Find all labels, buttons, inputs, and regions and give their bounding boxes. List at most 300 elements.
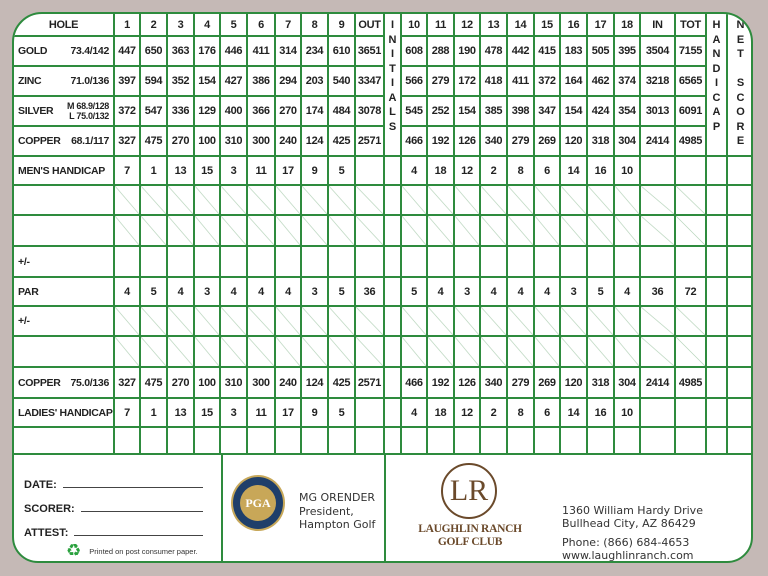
score-entry-cell[interactable]: [588, 186, 615, 216]
score-entry-cell[interactable]: [535, 216, 561, 247]
player-name-cell[interactable]: +/-: [14, 247, 115, 278]
hole-number: 5: [221, 14, 248, 37]
address-line-1: 1360 William Hardy Drive: [562, 504, 703, 517]
in-value: 2414: [641, 368, 676, 399]
score-entry-cell[interactable]: [588, 247, 615, 278]
initials-cell[interactable]: [385, 399, 402, 428]
score-entry-cell[interactable]: [561, 186, 588, 216]
handicap-cell[interactable]: [707, 307, 728, 337]
hole-value: 294: [276, 67, 302, 97]
hole-value: 16: [588, 157, 615, 186]
hole-number: 12: [455, 14, 481, 37]
score-entry-cell[interactable]: [168, 337, 195, 368]
hole-value: 7: [115, 157, 141, 186]
score-entry-cell[interactable]: [115, 216, 141, 247]
hole-value: 164: [561, 67, 588, 97]
initials-cell[interactable]: [385, 307, 402, 337]
score-entry-cell[interactable]: [329, 337, 356, 368]
hole-value: 5: [588, 278, 615, 307]
hole-value: 13: [168, 399, 195, 428]
net-score-cell[interactable]: [728, 337, 753, 368]
score-entry-cell[interactable]: [641, 337, 676, 368]
score-entry-cell[interactable]: [356, 428, 385, 455]
club-contact: [562, 504, 703, 562]
score-entry-cell[interactable]: [402, 186, 428, 216]
score-entry-cell[interactable]: [276, 307, 302, 337]
score-entry-cell[interactable]: [141, 186, 168, 216]
hole-value: 5: [402, 278, 428, 307]
handicap-cell[interactable]: [707, 368, 728, 399]
recycle-icon: ♻: [66, 541, 82, 560]
score-entry-cell[interactable]: [248, 216, 276, 247]
row-label-text: LADIES' HANDICAP: [18, 406, 113, 419]
vertical-letter: T: [737, 48, 744, 60]
score-entry-cell[interactable]: [615, 247, 641, 278]
signature-section: [14, 455, 223, 563]
score-entry-cell[interactable]: [676, 186, 707, 216]
hole-value: 5: [141, 278, 168, 307]
score-entry-cell[interactable]: [676, 307, 707, 337]
score-entry-cell[interactable]: [402, 337, 428, 368]
score-entry-cell[interactable]: [615, 216, 641, 247]
hole-value: 372: [535, 67, 561, 97]
scorer-field[interactable]: [24, 491, 221, 515]
initials-cell[interactable]: [385, 186, 402, 216]
score-entry-cell[interactable]: [302, 337, 329, 368]
tee-zinc-label: [14, 67, 115, 97]
score-entry-cell[interactable]: [615, 307, 641, 337]
hole-value: 4: [402, 157, 428, 186]
hole-value: 129: [195, 97, 221, 127]
net-score-cell[interactable]: [728, 247, 753, 278]
pga-officer: [299, 491, 375, 532]
score-entry-cell[interactable]: [535, 307, 561, 337]
hole-value: 126: [455, 368, 481, 399]
hole-value: 540: [329, 67, 356, 97]
vertical-letter: H: [712, 19, 721, 31]
hole-value: 172: [455, 67, 481, 97]
score-entry-cell[interactable]: [428, 186, 455, 216]
player-name-cell[interactable]: [14, 186, 115, 216]
score-entry-cell[interactable]: [561, 307, 588, 337]
hole-value: 4: [221, 278, 248, 307]
hole-value: 3: [195, 278, 221, 307]
score-entry-cell[interactable]: [676, 428, 707, 455]
club-section: [386, 455, 753, 563]
vertical-letter: T: [389, 62, 396, 75]
out-value: 3347: [356, 67, 385, 97]
hole-value: 1: [141, 157, 168, 186]
hole-number: 3: [168, 14, 195, 37]
score-entry-cell[interactable]: [508, 186, 535, 216]
score-entry-cell[interactable]: [588, 307, 615, 337]
out-value: 2571: [356, 127, 385, 157]
handicap-cell[interactable]: [707, 428, 728, 455]
player-name-cell[interactable]: [14, 337, 115, 368]
score-entry-cell[interactable]: [195, 247, 221, 278]
hole-value: 608: [402, 37, 428, 67]
initials-cell[interactable]: [385, 368, 402, 399]
hole-number: 14: [508, 14, 535, 37]
score-entry-cell[interactable]: [248, 186, 276, 216]
score-entry-cell[interactable]: [676, 247, 707, 278]
score-entry-cell[interactable]: [276, 247, 302, 278]
score-entry-cell[interactable]: [561, 247, 588, 278]
hole-number: 18: [615, 14, 641, 37]
score-entry-cell[interactable]: [561, 428, 588, 455]
vertical-letter: L: [389, 106, 396, 118]
vertical-letter: I: [714, 77, 719, 89]
hole-value: 269: [535, 368, 561, 399]
initials-cell[interactable]: [385, 337, 402, 368]
hole-value: 252: [428, 97, 455, 127]
score-entry-cell[interactable]: [641, 307, 676, 337]
rating-men: M 68.9/128: [66, 101, 109, 111]
score-entry-cell[interactable]: [641, 428, 676, 455]
score-entry-cell[interactable]: [481, 307, 508, 337]
score-entry-cell[interactable]: [115, 337, 141, 368]
score-entry-cell[interactable]: [428, 337, 455, 368]
score-entry-cell[interactable]: [276, 216, 302, 247]
score-entry-cell[interactable]: [428, 428, 455, 455]
score-entry-cell[interactable]: [329, 186, 356, 216]
vertical-letter: R: [736, 120, 745, 133]
score-entry-cell[interactable]: [455, 216, 481, 247]
score-entry-cell[interactable]: [248, 337, 276, 368]
score-entry-cell[interactable]: [115, 186, 141, 216]
handicap-cell[interactable]: [707, 247, 728, 278]
date-field[interactable]: [24, 467, 221, 491]
course-rating: 73.4/142: [70, 45, 109, 57]
hole-value: 447: [115, 37, 141, 67]
score-entry-cell[interactable]: [329, 428, 356, 455]
handicap-cell[interactable]: [707, 186, 728, 216]
score-entry-cell[interactable]: [195, 428, 221, 455]
score-entry-cell[interactable]: [115, 247, 141, 278]
hole-value: 594: [141, 67, 168, 97]
hole-value: 3: [302, 278, 329, 307]
score-entry-cell[interactable]: [302, 247, 329, 278]
score-entry-cell[interactable]: [195, 337, 221, 368]
handicap-header: [707, 14, 728, 157]
score-entry-cell[interactable]: [141, 428, 168, 455]
score-entry-cell[interactable]: [302, 216, 329, 247]
tot-value: 72: [676, 278, 707, 307]
score-entry-cell[interactable]: [535, 337, 561, 368]
tot-value: 4985: [676, 368, 707, 399]
score-entry-cell[interactable]: [329, 307, 356, 337]
tee-silver-label: [14, 97, 115, 127]
hole-number: 16: [561, 14, 588, 37]
hole-value: 400: [221, 97, 248, 127]
hole-number: 10: [402, 14, 428, 37]
score-entry-cell[interactable]: [276, 428, 302, 455]
in-value: [641, 399, 676, 428]
tot-value: [676, 157, 707, 186]
score-entry-cell[interactable]: [402, 428, 428, 455]
hole-value: 395: [615, 37, 641, 67]
hole-value: 5: [329, 399, 356, 428]
score-entry-cell[interactable]: [276, 337, 302, 368]
score-entry-cell[interactable]: [195, 216, 221, 247]
hole-value: 385: [481, 97, 508, 127]
pga-title-1: President,: [299, 504, 354, 518]
score-entry-cell[interactable]: [641, 216, 676, 247]
score-entry-cell[interactable]: [276, 186, 302, 216]
ladies-handicap-label: [14, 399, 115, 428]
initials-cell[interactable]: [385, 428, 402, 455]
tot-value: 6565: [676, 67, 707, 97]
in-value: 36: [641, 278, 676, 307]
hole-value: 15: [195, 399, 221, 428]
score-entry-cell[interactable]: [221, 337, 248, 368]
hole-value: 18: [428, 399, 455, 428]
hole-value: 14: [561, 399, 588, 428]
score-entry-cell[interactable]: [481, 428, 508, 455]
hole-number: 15: [535, 14, 561, 37]
score-entry-cell[interactable]: [141, 337, 168, 368]
score-entry-cell[interactable]: [615, 186, 641, 216]
scorer-line[interactable]: [81, 511, 203, 512]
hole-value: 4: [248, 278, 276, 307]
score-entry-cell[interactable]: [508, 307, 535, 337]
score-entry-cell[interactable]: [356, 247, 385, 278]
hole-value: 425: [329, 127, 356, 157]
score-entry-cell[interactable]: [641, 186, 676, 216]
score-entry-cell[interactable]: [535, 247, 561, 278]
hole-number: 9: [329, 14, 356, 37]
score-entry-cell[interactable]: [676, 216, 707, 247]
row-label-text: COPPER: [18, 135, 61, 147]
vertical-letter: P: [712, 120, 721, 133]
score-entry-cell[interactable]: [141, 216, 168, 247]
hole-value: 4: [615, 278, 641, 307]
address-line-2: Bullhead City, AZ 86429: [562, 517, 696, 530]
player-name-cell[interactable]: +/-: [14, 307, 115, 337]
vertical-letter: I: [390, 48, 395, 60]
net-score-cell[interactable]: [728, 428, 753, 455]
in-value: 3504: [641, 37, 676, 67]
hole-value: 347: [535, 97, 561, 127]
score-entry-cell[interactable]: [676, 337, 707, 368]
score-entry-cell[interactable]: [195, 307, 221, 337]
net-score-cell[interactable]: [728, 186, 753, 216]
hole-number: 4: [195, 14, 221, 37]
hole-value: 8: [508, 399, 535, 428]
net-score-cell[interactable]: [728, 368, 753, 399]
hole-value: 4: [535, 278, 561, 307]
score-entry-cell[interactable]: [329, 247, 356, 278]
hole-value: 327: [115, 127, 141, 157]
mens-handicap-label: [14, 157, 115, 186]
score-entry-cell[interactable]: [508, 428, 535, 455]
score-entry-cell[interactable]: [141, 307, 168, 337]
in-header: IN: [641, 14, 676, 37]
score-entry-cell[interactable]: [402, 247, 428, 278]
hole-value: 3: [561, 278, 588, 307]
hole-value: 16: [588, 399, 615, 428]
out-value: 3651: [356, 37, 385, 67]
score-entry-cell[interactable]: [115, 428, 141, 455]
hole-value: 318: [588, 127, 615, 157]
handicap-cell[interactable]: [707, 399, 728, 428]
score-entry-cell[interactable]: [356, 307, 385, 337]
hole-value: 279: [508, 368, 535, 399]
score-entry-cell[interactable]: [168, 247, 195, 278]
score-entry-cell[interactable]: [168, 186, 195, 216]
score-entry-cell[interactable]: [508, 216, 535, 247]
score-entry-cell[interactable]: [455, 186, 481, 216]
hole-value: 475: [141, 127, 168, 157]
score-entry-cell[interactable]: [221, 216, 248, 247]
hole-value: 366: [248, 97, 276, 127]
course-rating: 68.1/117: [71, 135, 109, 147]
hole-value: 310: [221, 127, 248, 157]
hole-value: 3: [221, 399, 248, 428]
score-entry-cell[interactable]: [481, 337, 508, 368]
handicap-cell[interactable]: [707, 216, 728, 247]
score-entry-cell[interactable]: [221, 247, 248, 278]
pga-name: MG ORENDER: [299, 491, 376, 504]
hole-value: 340: [481, 127, 508, 157]
player-name-cell[interactable]: [14, 428, 115, 455]
hole-value: 2: [481, 157, 508, 186]
attest-field[interactable]: [24, 515, 221, 539]
score-entry-cell[interactable]: [508, 247, 535, 278]
score-entry-cell[interactable]: [329, 216, 356, 247]
score-entry-cell[interactable]: [356, 216, 385, 247]
net-score-cell[interactable]: [728, 278, 753, 307]
score-entry-cell[interactable]: [302, 428, 329, 455]
score-entry-cell[interactable]: [248, 307, 276, 337]
hole-value: 10: [615, 157, 641, 186]
score-entry-cell[interactable]: [561, 216, 588, 247]
hole-value: 547: [141, 97, 168, 127]
hole-value: 427: [221, 67, 248, 97]
attest-line[interactable]: [74, 535, 203, 536]
score-entry-cell[interactable]: [302, 307, 329, 337]
score-entry-cell[interactable]: [588, 337, 615, 368]
handicap-cell[interactable]: [707, 278, 728, 307]
initials-cell[interactable]: [385, 157, 402, 186]
hole-number: 8: [302, 14, 329, 37]
vertical-letter: N: [712, 48, 721, 60]
score-entry-cell[interactable]: [615, 428, 641, 455]
score-entry-cell[interactable]: [588, 428, 615, 455]
scorer-label: SCORER:: [24, 503, 75, 515]
hole-value: 4: [481, 278, 508, 307]
net-score-cell[interactable]: [728, 216, 753, 247]
score-entry-cell[interactable]: [535, 186, 561, 216]
tot-value: [676, 399, 707, 428]
score-entry-cell[interactable]: [141, 247, 168, 278]
hole-value: 240: [276, 368, 302, 399]
vertical-letter: C: [712, 91, 721, 104]
net-score-cell[interactable]: [728, 307, 753, 337]
score-entry-cell[interactable]: [481, 216, 508, 247]
net-score-cell[interactable]: [728, 399, 753, 428]
score-entry-cell[interactable]: [221, 428, 248, 455]
handicap-cell[interactable]: [707, 157, 728, 186]
score-entry-cell[interactable]: [248, 428, 276, 455]
vertical-letter: N: [388, 33, 397, 46]
hole-value: 4: [276, 278, 302, 307]
hole-value: 6: [535, 399, 561, 428]
player-name-cell[interactable]: [14, 216, 115, 247]
row-label-text: COPPER: [18, 376, 61, 389]
hole-value: 327: [115, 368, 141, 399]
score-entry-cell[interactable]: [615, 337, 641, 368]
hole-value: 424: [588, 97, 615, 127]
recycle-text: Printed on post consumer paper.: [89, 546, 198, 556]
score-entry-cell[interactable]: [455, 337, 481, 368]
vertical-letter: I: [390, 77, 395, 89]
hole-value: 18: [428, 157, 455, 186]
hole-value: 610: [329, 37, 356, 67]
score-entry-cell[interactable]: [481, 247, 508, 278]
score-entry-cell[interactable]: [168, 216, 195, 247]
score-entry-cell[interactable]: [168, 307, 195, 337]
score-entry-cell[interactable]: [455, 307, 481, 337]
out-header: OUT: [356, 14, 385, 37]
score-entry-cell[interactable]: [402, 307, 428, 337]
score-entry-cell[interactable]: [641, 247, 676, 278]
score-entry-cell[interactable]: [455, 428, 481, 455]
handicap-cell[interactable]: [707, 337, 728, 368]
hole-value: 398: [508, 97, 535, 127]
hole-value: 484: [329, 97, 356, 127]
score-entry-cell[interactable]: [302, 186, 329, 216]
score-entry-cell[interactable]: [115, 307, 141, 337]
score-entry-cell[interactable]: [248, 247, 276, 278]
net-score-cell[interactable]: [728, 157, 753, 186]
score-entry-cell[interactable]: [356, 186, 385, 216]
score-entry-cell[interactable]: [561, 337, 588, 368]
hole-value: 300: [248, 127, 276, 157]
score-entry-cell[interactable]: [221, 307, 248, 337]
score-entry-cell[interactable]: [428, 307, 455, 337]
row-label-text: MEN'S HANDICAP: [18, 164, 105, 177]
score-entry-cell[interactable]: [428, 216, 455, 247]
initials-cell[interactable]: [385, 247, 402, 278]
score-entry-cell[interactable]: [168, 428, 195, 455]
vertical-letter: E: [736, 33, 745, 46]
pga-section: [223, 455, 386, 563]
score-entry-cell[interactable]: [455, 247, 481, 278]
initials-cell[interactable]: [385, 278, 402, 307]
row-label-text: SILVER: [18, 105, 54, 117]
tee-copper-label: [14, 127, 115, 157]
hole-value: 300: [248, 368, 276, 399]
score-entry-cell[interactable]: [195, 186, 221, 216]
score-entry-cell[interactable]: [402, 216, 428, 247]
hole-value: 120: [561, 368, 588, 399]
date-line[interactable]: [63, 487, 203, 488]
score-entry-cell[interactable]: [481, 186, 508, 216]
initials-cell[interactable]: [385, 216, 402, 247]
website-link[interactable]: www.laughlinranch.com: [562, 549, 694, 562]
hole-value: 10: [615, 399, 641, 428]
score-entry-cell[interactable]: [356, 337, 385, 368]
score-entry-cell[interactable]: [428, 247, 455, 278]
score-entry-cell[interactable]: [508, 337, 535, 368]
score-entry-cell[interactable]: [588, 216, 615, 247]
score-entry-cell[interactable]: [221, 186, 248, 216]
score-entry-cell[interactable]: [535, 428, 561, 455]
pga-logo-icon: [231, 475, 285, 531]
tot-value: 6091: [676, 97, 707, 127]
hole-value: 12: [455, 157, 481, 186]
